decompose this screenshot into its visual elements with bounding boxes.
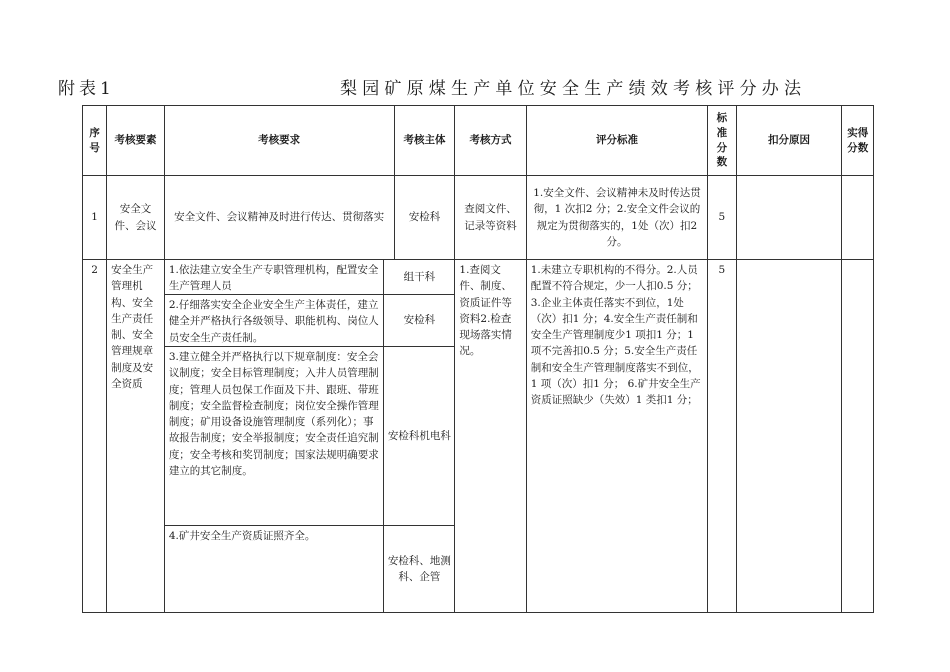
subitem-requirement: 3.建立健全并严格执行以下规章制度：安全会议制度；安全目标管理制度；入井人员管理制度；管理人员包保工作面及下井、跟班、带班制度；安全监督检查制度；岗位安全操作管理制度；矿用设备设施管理制度（系列化）；事故报告制度；安全举报制度；安全责任追究制度；安全考核和奖罚制度；国家法规明确要求建立的其它制度。 — [165, 347, 385, 525]
document-title: 梨园矿原煤生产单位安全生产绩效考核评分办法 — [340, 79, 807, 99]
row-element: 安全文件、会议 — [107, 176, 165, 260]
row-method: 查阅文件、记录等资料 — [455, 176, 526, 260]
row-seq: 1 — [83, 176, 107, 260]
row-subitems — [164, 260, 455, 613]
table-header-row — [83, 106, 874, 176]
row-deduction-reason — [736, 260, 842, 613]
subitem-row — [165, 526, 455, 612]
col-header-actual-score: 实得分数 — [842, 106, 874, 176]
row-actual-score — [842, 176, 874, 260]
row-standard-score: 5 — [708, 260, 736, 613]
subitem-subject: 组干科 — [403, 270, 436, 283]
subitem-requirement: 1.依法建立安全生产专职管理机构，配置安全生产管理人员 — [165, 260, 385, 294]
col-header-standard-score: 标准分数 — [708, 106, 736, 176]
document-header — [58, 74, 888, 100]
subitem-requirement: 4.矿井安全生产资质证照齐全。 — [165, 526, 385, 612]
col-header-seq: 序号 — [83, 106, 107, 176]
col-header-method: 考核方式 — [455, 106, 526, 176]
subitem-requirement: 2.仔细落实安全企业安全生产主体责任，建立健全并严格执行各级领导、职能机构、岗位人员安全生产责任制。 — [165, 295, 385, 346]
row-criteria: 1.安全文件、会议精神未及时传达贯彻，1 次扣2 分；2.安全文件会议的规定为贯彻落实的，1处（次）扣2 分。 — [526, 176, 707, 260]
row-criteria: 1.未建立专职机构的不得分。2.人员配置不符合规定，少一人扣0.5 分；3.企业主体责任落实不到位，1处（次）扣1 分；4.安全生产责任制和安全生产管理制度少1 项扣1 分；1 项不完善扣0.5 分；5.安全生产责任制和安全生产管理制度落实不到位，1 项（次）扣1 分； 6.矿井安全生产资质证照缺少（失效）1 类扣1 分； — [526, 260, 707, 613]
row-subject: 安检科 — [394, 176, 455, 260]
subitem-subject: 安检科机电科 — [387, 429, 451, 442]
col-header-criteria: 评分标准 — [526, 106, 707, 176]
col-header-element: 考核要素 — [107, 106, 165, 176]
row-seq: 2 — [83, 260, 107, 613]
subitem-subject: 安检科、地测科、企管 — [387, 554, 451, 583]
table-row — [83, 260, 874, 613]
row-standard-score: 5 — [708, 176, 736, 260]
col-header-subject: 考核主体 — [394, 106, 455, 176]
col-header-deduction-reason: 扣分原因 — [736, 106, 842, 176]
subitem-row — [165, 260, 455, 295]
subitem-subject: 安检科 — [403, 314, 436, 327]
subitem-row — [165, 295, 455, 347]
col-header-requirement: 考核要求 — [164, 106, 394, 176]
row-deduction-reason — [736, 176, 842, 260]
row-method: 1.查阅文件、制度、资质证件等资料2.检查现场落实情况。 — [455, 260, 526, 613]
row-requirement: 安全文件、会议精神及时进行传达、贯彻落实 — [164, 176, 394, 260]
row-actual-score — [842, 260, 874, 613]
attachment-label: 附表1 — [58, 79, 115, 99]
subitem-row — [165, 347, 455, 526]
assessment-table — [82, 105, 874, 613]
table-row — [83, 176, 874, 260]
row-element: 安全生产管理机构、安全生产责任制、安全管理规章制度及安全资质 — [107, 260, 165, 613]
